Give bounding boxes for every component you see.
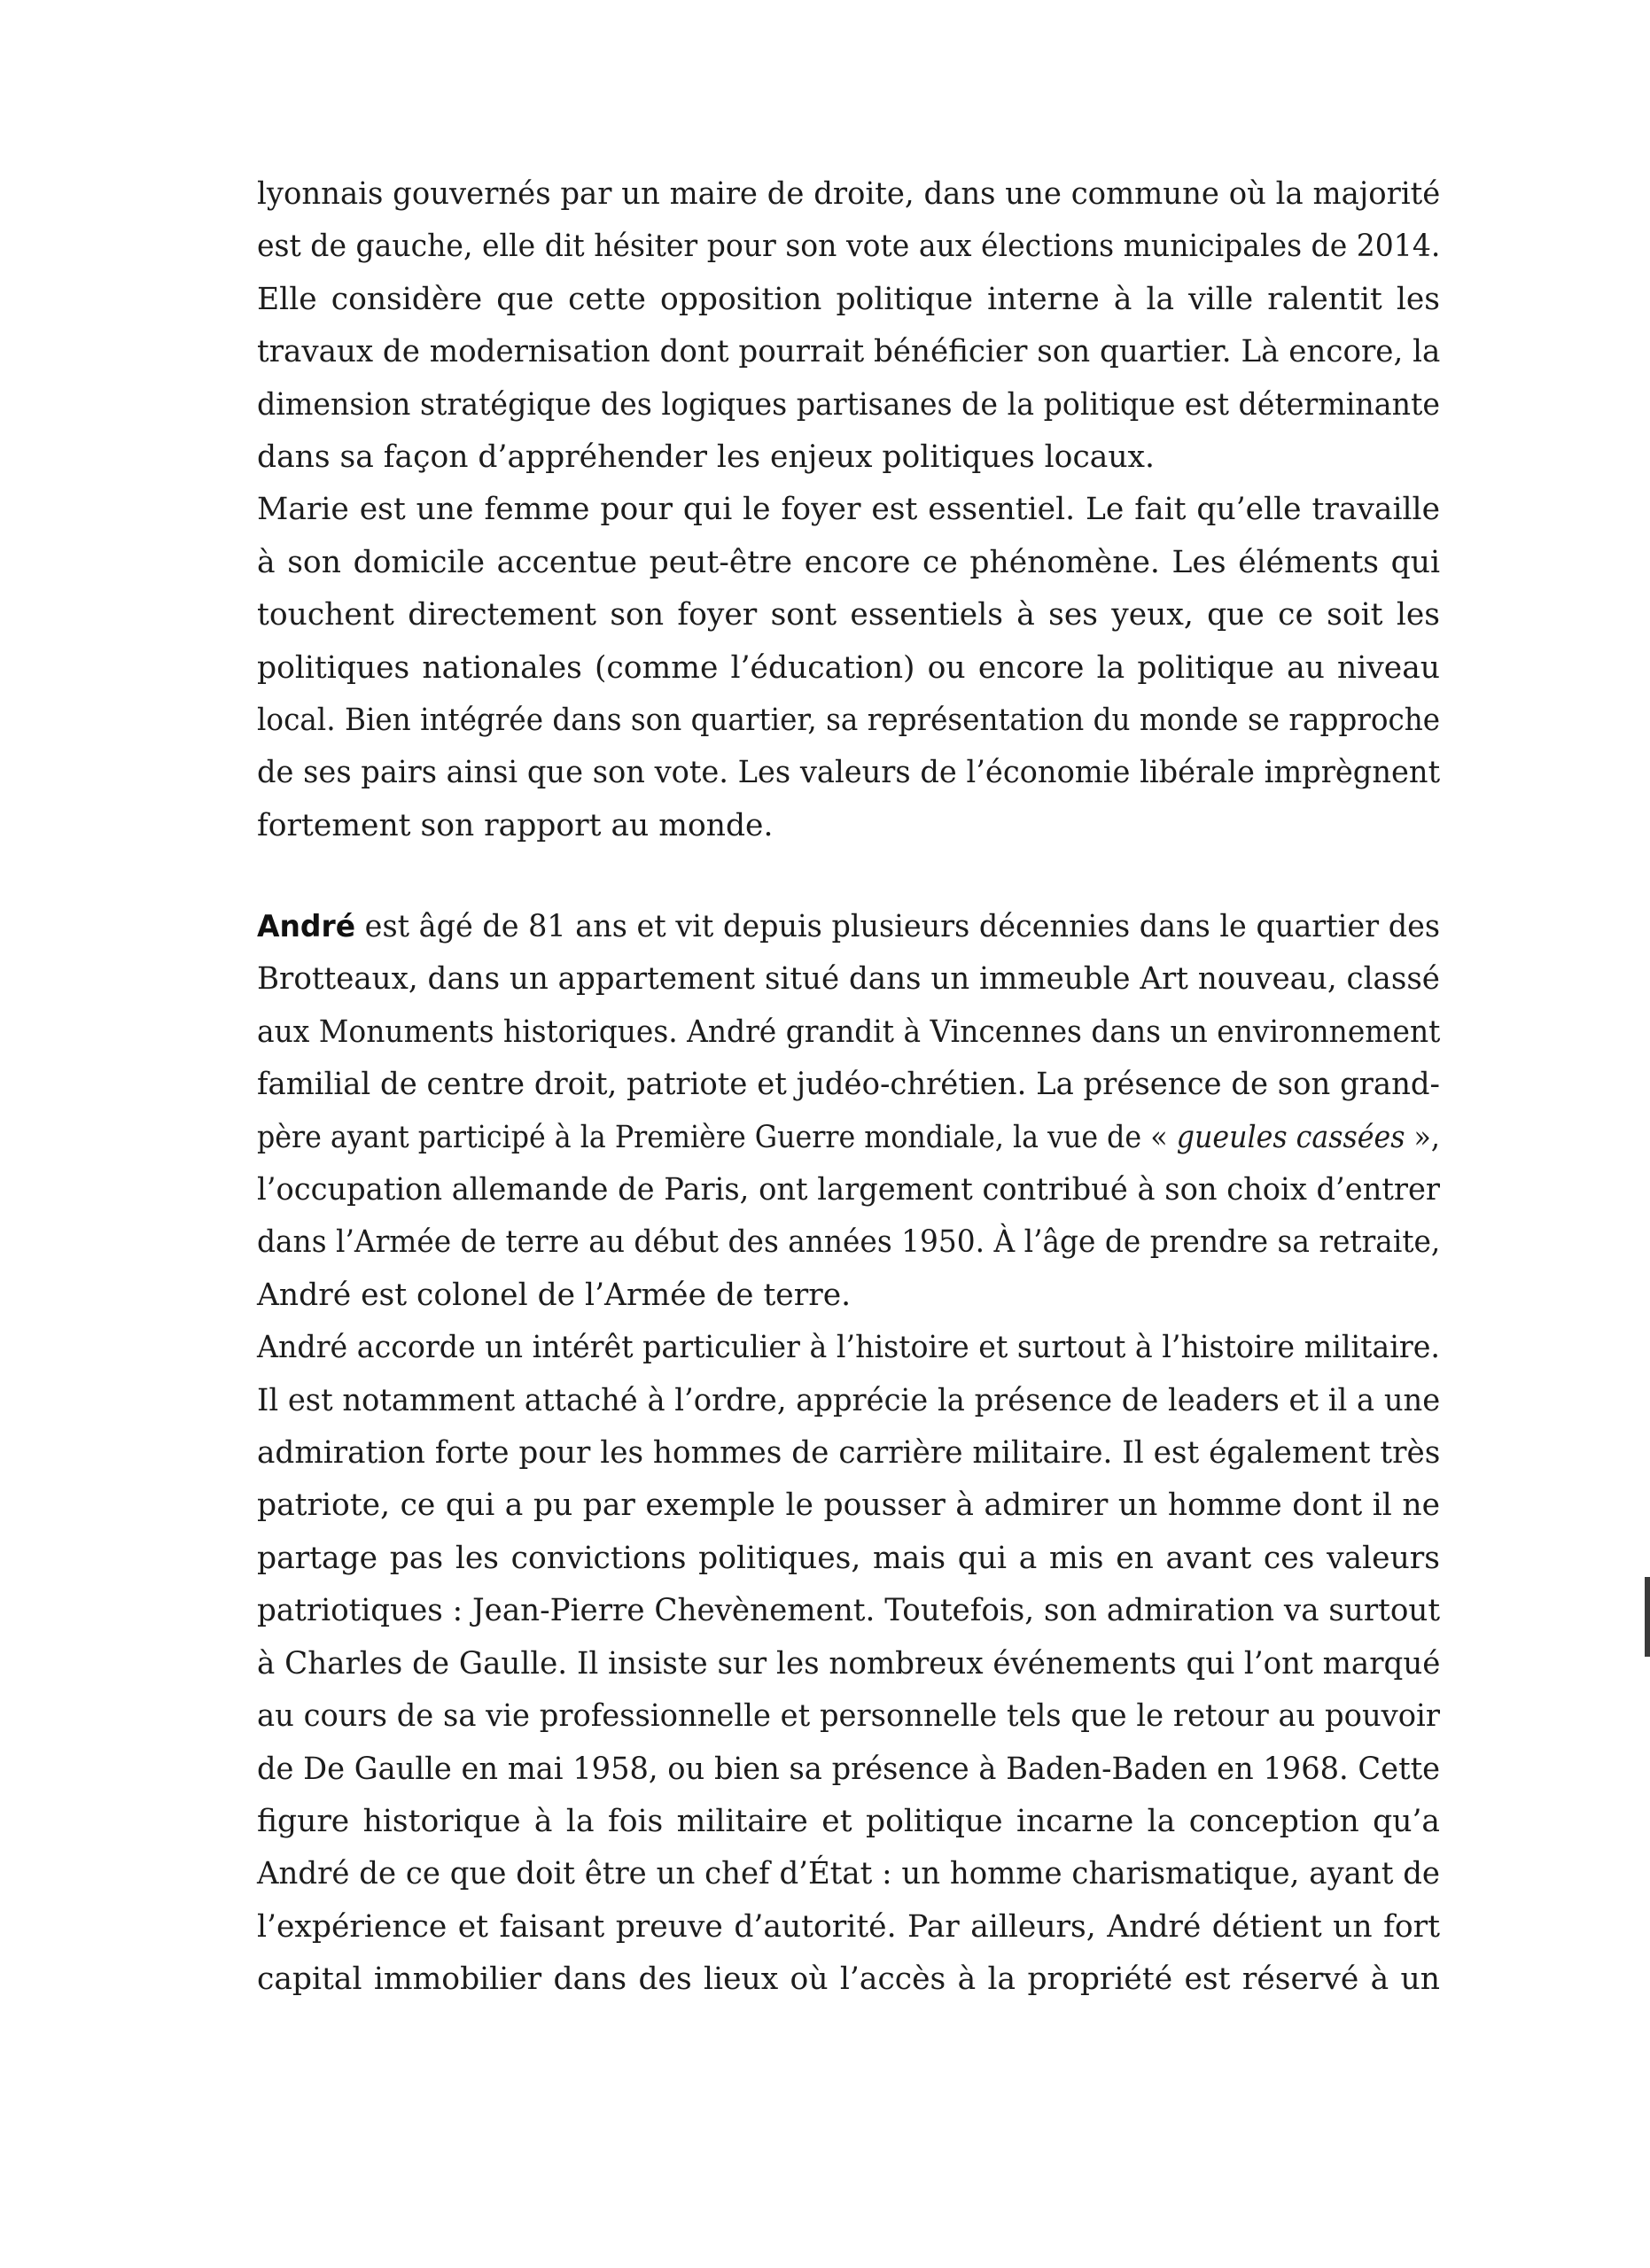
text-line: capital immobilier dans des lieux où l’accès à la propriété est réservé à un [257, 1961, 1440, 1998]
text-line: est de gauche, elle dit hésiter pour son vote aux élections municipales de 2014. [257, 229, 1441, 265]
text-fragment: », [1405, 1119, 1440, 1155]
text-line: Brotteaux, dans un appartement situé dans un immeuble Art nouveau, classé [257, 961, 1440, 998]
text-line: André est colonel de l’Armée de terre. [257, 1277, 852, 1313]
text-line: dimension stratégique des logiques partisanes de la politique est déterminante [257, 386, 1440, 423]
text-line: patriote, ce qui a pu par exemple le pousser à admirer un homme dont il ne [257, 1487, 1440, 1524]
text-line: politiques nationales (comme l’éducation) ou encore la politique au niveau [257, 649, 1440, 686]
text-line: l’expérience et faisant preuve d’autorité. Par ailleurs, André détient un fort [257, 1908, 1440, 1945]
text-line: familial de centre droit, patriote et judéo-chrétien. La présence de son grand- [257, 1067, 1441, 1103]
text-line: de ses pairs ainsi que son vote. Les valeurs de l’économie libérale imprègnent [257, 755, 1441, 791]
text-line: l’occupation allemande de Paris, ont largement contribué à son choix d’entrer [257, 1172, 1441, 1208]
text-line: à son domicile accentue peut-être encore ce phénomène. Les éléments qui [257, 544, 1440, 580]
text-line: lyonnais gouvernés par un maire de droite, dans une commune où la majorité [257, 176, 1441, 212]
text-line: André accorde un intérêt particulier à l’histoire et surtout à l’histoire militaire. [257, 1330, 1440, 1366]
paragraph-marie-foyer [257, 484, 1440, 852]
text-fragment: père ayant participé à la Première Guerre mondiale, la vue de « [257, 1119, 1177, 1155]
page-edge-mark [1645, 1577, 1650, 1657]
text-line: au cours de sa vie professionnelle et personnelle tels que le retour au pouvoir [257, 1698, 1440, 1735]
italic-term: gueules cassées [1176, 1119, 1405, 1155]
text-line: touchent directement son foyer sont essentiels à ses yeux, que ce soit les [257, 597, 1440, 633]
text-line: patriotiques : Jean-Pierre Chevènement. Toutefois, son admiration va surtout [257, 1593, 1441, 1629]
text-line: aux Monuments historiques. André grandit à Vincennes dans un environnement [257, 1014, 1441, 1050]
text-line: dans sa façon d’appréhender les enjeux politiques locaux. [257, 439, 1155, 476]
text-block-marie [257, 168, 1440, 852]
paragraph-andre-history [257, 1322, 1440, 2006]
text-line: local. Bien intégrée dans son quartier, sa représentation du monde se rapproche [257, 703, 1441, 739]
text-line: Marie est une femme pour qui le foyer est essentiel. Le fait qu’elle travaille [257, 492, 1440, 528]
text-line: travaux de modernisation dont pourrait bénéficier son quartier. Là encore, la [257, 334, 1441, 370]
text-line: figure historique à la fois militaire et politique incarne la conception qu’a [257, 1803, 1440, 1839]
text-block-andre [257, 901, 1440, 2007]
text-line: Elle considère que cette opposition politique interne à la ville ralentit les [257, 281, 1440, 317]
text-line: André de ce que doit être un chef d’État : un homme charismatique, ayant de [257, 1856, 1441, 1892]
text-line: Il est notamment attaché à l’ordre, apprécie la présence de leaders et il a une [257, 1382, 1441, 1418]
text-line: fortement son rapport au monde. [257, 807, 774, 843]
paragraph-marie-politics [257, 168, 1440, 484]
text-line [257, 901, 1440, 953]
paragraph-andre-bio [257, 901, 1440, 1322]
text-line: partage pas les convictions politiques, mais qui a mis en avant ces valeurs [257, 1540, 1440, 1576]
text-line: de De Gaulle en mai 1958, ou bien sa présence à Baden-Baden en 1968. Cette [257, 1751, 1441, 1787]
text-line: à Charles de Gaulle. Il insiste sur les nombreux événements qui l’ont marqué [257, 1645, 1441, 1682]
text-line [257, 1112, 1440, 1164]
lead-name-andre: André [257, 909, 356, 944]
text-line: admiration forte pour les hommes de carrière militaire. Il est également très [257, 1435, 1441, 1472]
text-line: dans l’Armée de terre au début des années 1950. À l’âge de prendre sa retraite, [257, 1224, 1441, 1261]
text-fragment: est âgé de 81 ans et vit depuis plusieurs décennies dans le quartier des [355, 909, 1441, 944]
